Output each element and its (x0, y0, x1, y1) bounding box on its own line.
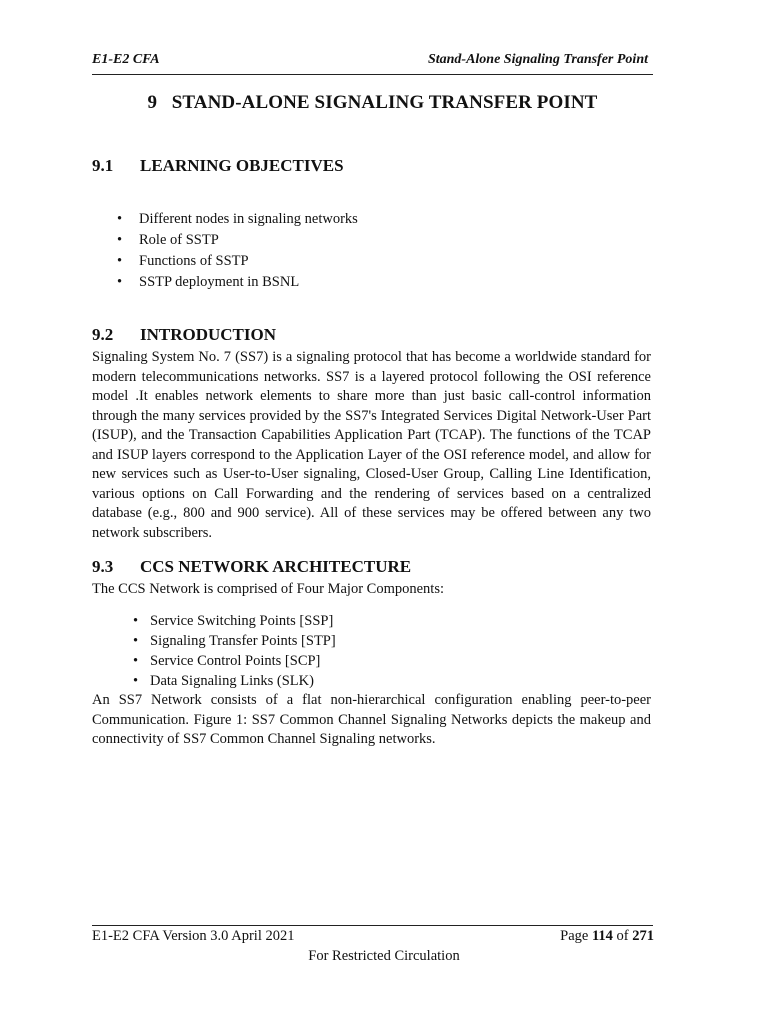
bullet-icon: • (133, 673, 139, 689)
bullet-icon: • (133, 633, 139, 649)
list-item (117, 272, 358, 293)
list-item-text: Service Control Points [SCP] (150, 653, 321, 669)
bullet-icon: • (133, 613, 139, 629)
ccs-components-list (133, 611, 336, 691)
section-number: 9.2 (92, 325, 114, 344)
list-item-text: Data Signaling Links (SLK) (150, 673, 314, 689)
list-item-text: Signaling Transfer Points [STP] (150, 633, 336, 649)
page-total: 271 (632, 928, 654, 944)
page-of-label: of (616, 928, 629, 944)
learning-objectives-list (117, 209, 358, 293)
section-heading-ccs-network-architecture (92, 557, 411, 577)
list-item (117, 251, 358, 272)
ccs-intro-text: The CCS Network is comprised of Four Major Components: (92, 581, 445, 597)
section-heading-learning-objectives (92, 156, 344, 176)
section-title: LEARNING OBJECTIVES (140, 156, 344, 175)
list-item (133, 671, 336, 691)
header-right-text: Stand-Alone Signaling Transfer Point (427, 52, 648, 67)
chapter-title-text: STAND-ALONE SIGNALING TRANSFER POINT (171, 92, 598, 113)
list-item (133, 611, 336, 631)
section-number: 9.3 (92, 557, 114, 576)
footer-version: E1-E2 CFA Version 3.0 April 2021 (92, 928, 295, 944)
section-heading-introduction (92, 325, 276, 345)
bullet-icon: • (117, 274, 123, 290)
section-number: 9.1 (92, 156, 114, 175)
footer-page-indicator (560, 928, 654, 945)
page-number: 114 (591, 928, 613, 944)
ccs-network-paragraph: An SS7 Network consists of a flat non-hierarchical configuration enabling peer-to-peer Communication. Figure 1: SS7 Common Channel Signaling Networks depicts the makeup and connectivity of SS7 Common Channel Signaling networks. (92, 692, 651, 747)
chapter-number: 9 (147, 92, 158, 113)
list-item-text: Service Switching Points [SSP] (150, 613, 334, 629)
bullet-icon: • (133, 653, 139, 669)
list-item (117, 230, 358, 251)
bullet-icon: • (117, 253, 123, 269)
list-item (133, 631, 336, 651)
chapter-title (92, 92, 653, 114)
list-item (133, 651, 336, 671)
introduction-paragraph: Signaling System No. 7 (SS7) is a signaling protocol that has become a worldwide standard for modern telecommunications networks. SS7 is a layered protocol following the OSI reference model .It enables network elements to share more than just basic call-control information through the many services provided by the SS7's Integrated Services Digital Network-User Part (ISUP), and the Transaction Capabilities Application Part (TCAP). The functions of the TCAP and ISUP layers correspond to the Application Layer of the OSI reference model, and allow for new services such as User-to-User signaling, Closed-User Group, Calling Line Identification, various options on Call Forwarding and the rendering of services based on a centralized database (e.g., 800 and 900 service). All of these services may be offered between any two network subscribers. (92, 349, 651, 541)
page-header (92, 52, 652, 72)
section-title: CCS NETWORK ARCHITECTURE (140, 557, 412, 576)
bullet-icon: • (117, 211, 123, 227)
list-item-text: Role of SSTP (139, 232, 219, 248)
bullet-icon: • (117, 232, 123, 248)
list-item-text: SSTP deployment in BSNL (139, 274, 300, 290)
section-title: INTRODUCTION (140, 325, 277, 344)
header-left-text: E1-E2 CFA (92, 52, 160, 67)
page-label: Page (560, 928, 589, 944)
list-item-text: Functions of SSTP (139, 253, 249, 269)
header-divider (92, 74, 653, 75)
list-item-text: Different nodes in signaling networks (139, 211, 358, 227)
footer-circulation-note: For Restricted Circulation (308, 948, 460, 964)
footer-divider (92, 925, 653, 926)
list-item (117, 209, 358, 230)
